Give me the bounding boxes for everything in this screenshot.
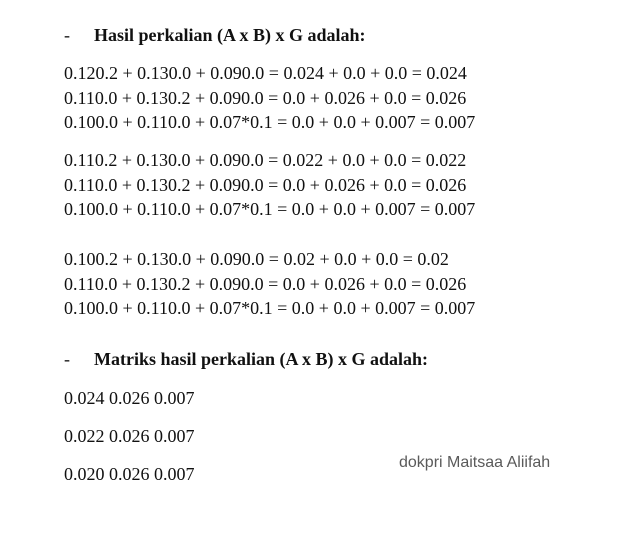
- photo-credit: dokpri Maitsaa Aliifah: [399, 454, 551, 471]
- bullet-dash: -: [64, 349, 70, 369]
- section-title: Hasil perkalian (A x B) x G adalah:: [94, 25, 366, 45]
- section-title: Matriks hasil perkalian (A x B) x G adalah:: [94, 349, 429, 369]
- equation-line: 0.100.2 + 0.130.0 + 0.090.0 = 0.02 + 0.0 + 0.0 = 0.02: [64, 249, 449, 269]
- section-heading-hasil: [64, 24, 366, 46]
- equation-line: 0.110.2 + 0.130.0 + 0.090.0 = 0.022 + 0.0 + 0.0 = 0.022: [64, 150, 467, 170]
- equation-line: 0.120.2 + 0.130.0 + 0.090.0 = 0.024 + 0.0 + 0.0 = 0.024: [64, 63, 467, 83]
- matrix-row: 0.020 0.026 0.007: [64, 464, 195, 484]
- bullet-dash: -: [64, 25, 70, 45]
- equation-line: 0.100.0 + 0.110.0 + 0.07*0.1 = 0.0 + 0.0 + 0.007 = 0.007: [64, 199, 476, 219]
- equation-line: 0.100.0 + 0.110.0 + 0.07*0.1 = 0.0 + 0.0 + 0.007 = 0.007: [64, 112, 476, 132]
- equation-group-3: [64, 247, 475, 321]
- matrix-row: 0.024 0.026 0.007: [64, 388, 195, 408]
- equation-group-2: [64, 148, 475, 222]
- equation-line: 0.110.0 + 0.130.2 + 0.090.0 = 0.0 + 0.026 + 0.0 = 0.026: [64, 273, 467, 294]
- section-heading-matriks: [64, 348, 428, 370]
- matrix-row: 0.022 0.026 0.007: [64, 426, 195, 446]
- equation-line: 0.110.0 + 0.130.2 + 0.090.0 = 0.0 + 0.026 + 0.0 = 0.026: [64, 87, 467, 108]
- equation-line: 0.110.0 + 0.130.2 + 0.090.0 = 0.0 + 0.026 + 0.0 = 0.026: [64, 174, 467, 195]
- equation-line: 0.100.0 + 0.110.0 + 0.07*0.1 = 0.0 + 0.0 + 0.007 = 0.007: [64, 298, 476, 318]
- equation-group-1: [64, 61, 475, 135]
